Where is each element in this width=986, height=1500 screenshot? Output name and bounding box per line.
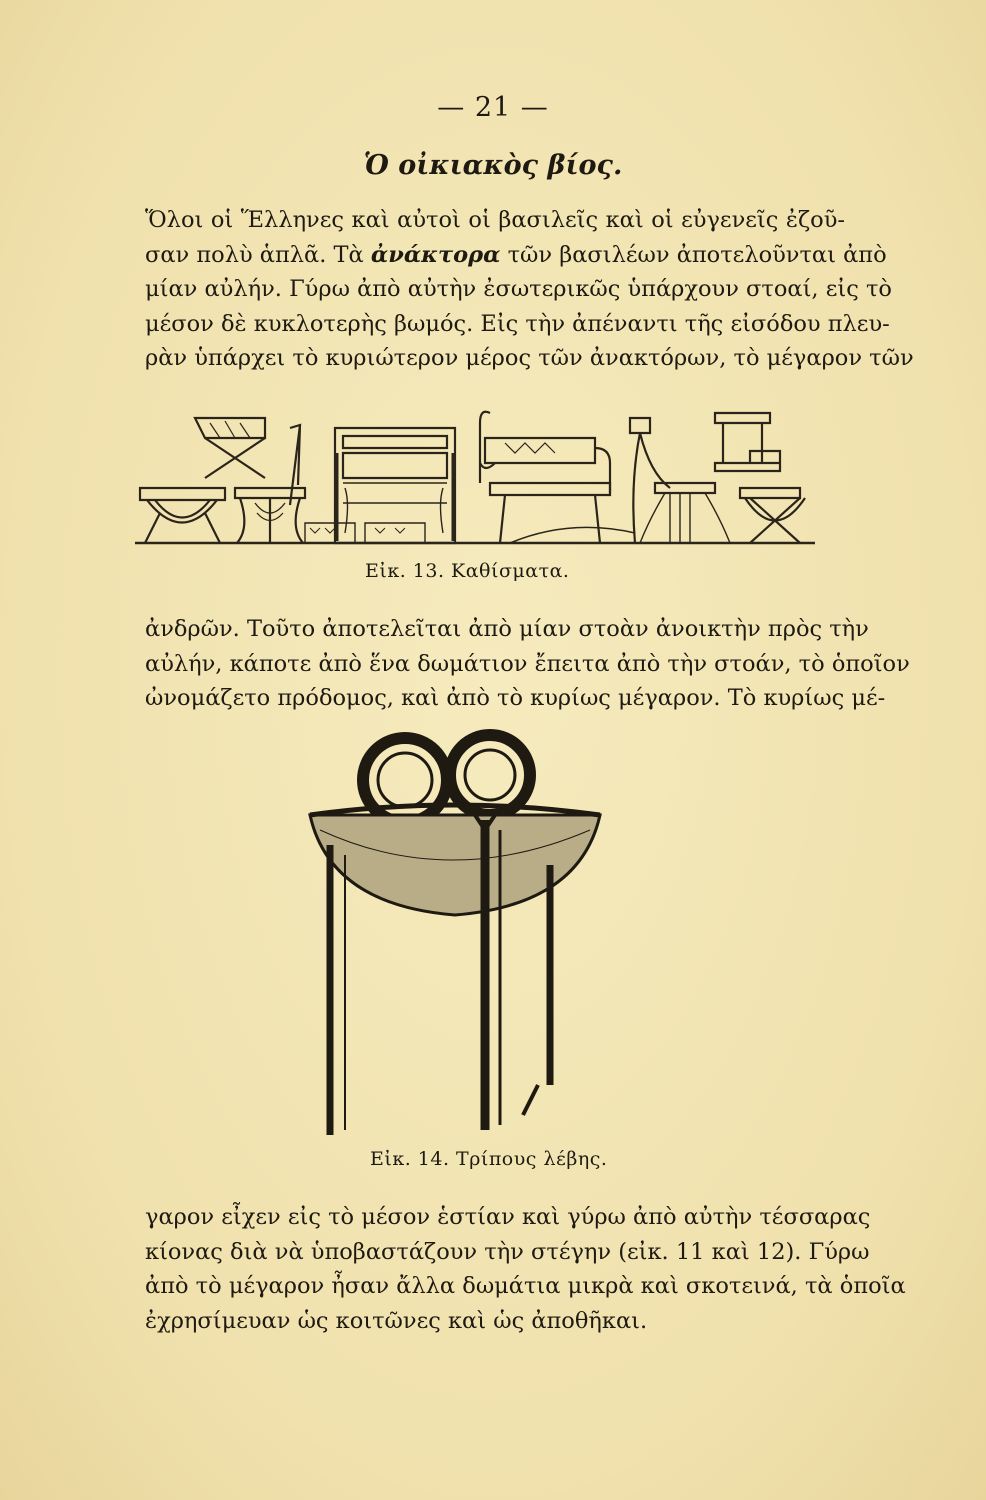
paragraph-2-line: αὐλήν, κάποτε ἀπὸ ἕνα δωμάτιον ἔπειτα ἀπὸ τὴν στοάν, τὸ ὁποῖον <box>145 650 910 677</box>
paragraph-1-line: μίαν αὐλήν. Γύρω ἀπὸ αὐτὴν ἐσωτερικῶς ὑπάρχουν στοαί, εἰς τὸ <box>145 276 892 302</box>
paragraph-3-line: κίονας διὰ νὰ ὑποβαστάζουν τὴν στέγην (εἰκ. 11 καὶ 12). Γύρω <box>145 1238 870 1265</box>
paragraph-1-line: Ὅλοι οἱ Ἕλληνες καὶ αὐτοὶ οἱ βασιλεῖς καὶ οἱ εὐγενεῖς ἐζοῦ- <box>145 207 845 233</box>
paragraph-3 <box>145 1200 906 1338</box>
paragraph-1-line: σαν πολὺ ἁπλᾶ. Τὰ ἀνάκτορα τῶν βασιλέων ἀποτελοῦνται ἀπὸ <box>145 241 887 268</box>
page-number: — 21 — <box>437 92 549 123</box>
paragraph-1-line: ρὰν ὑπάρχει τὸ κυριώτερον μέρος τῶν ἀνακτόρων, τὸ μέγαρον τῶν <box>145 345 914 371</box>
section-heading: Ὁ οἰκιακὸς βίος. <box>363 150 623 181</box>
paragraph-2-line: ἀνδρῶν. Τοῦτο ἀποτελεῖται ἀπὸ μίαν στοὰν ἀνοικτὴν πρὸς τὴν <box>145 616 869 642</box>
seats-illustration <box>125 393 825 553</box>
paragraph-3-line: ἀπὸ τὸ μέγαρον ἦσαν ἄλλα δωμάτια μικρὰ καὶ σκοτεινά, τὰ ὁποῖα <box>145 1273 906 1299</box>
paragraph-2 <box>145 612 910 716</box>
paragraph-1 <box>145 203 914 376</box>
paragraph-2-line: ὠνομάζετο πρόδομος, καὶ ἀπὸ τὸ κυρίως μέγαρον. Τὸ κυρίως μέ- <box>145 685 886 711</box>
emphasis-word: ἀνάκτορα <box>370 241 501 268</box>
figure-13-caption: Εἰκ. 13. Καθίσματα. <box>365 560 570 582</box>
paragraph-1-line: μέσον δὲ κυκλοτερὴς βωμός. Εἰς τὴν ἀπέναντι τῆς εἰσόδου πλευ- <box>145 310 890 337</box>
figure-14-caption: Εἰκ. 14. Τρίπους λέβης. <box>370 1148 608 1170</box>
tripod-cauldron-illustration <box>290 725 620 1135</box>
paragraph-3-line: ἐχρησίμευαν ὡς κοιτῶνες καὶ ὡς ἀποθῆκαι. <box>145 1307 648 1334</box>
paragraph-3-line: γαρον εἶχεν εἰς τὸ μέσον ἑστίαν καὶ γύρω ἀπὸ αὐτὴν τέσσαρας <box>145 1204 871 1230</box>
